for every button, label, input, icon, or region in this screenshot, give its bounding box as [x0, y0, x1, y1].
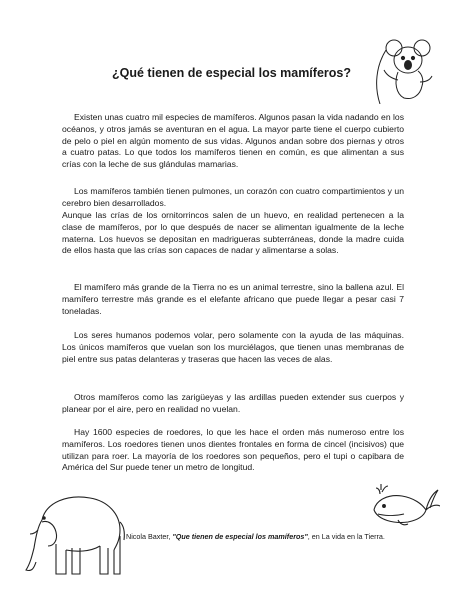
- whale-icon: [368, 480, 440, 528]
- citation-source: , en La vida en la Tierra.: [307, 532, 385, 541]
- page-title: ¿Qué tienen de especial los mamíferos?: [112, 66, 351, 80]
- paragraph-flight: Los seres humanos podemos volar, pero solamente con la ayuda de las máquinas. Los únicos mamíferos que vuelan son los murciélagos, que tienen unas membranas de piel entre sus patas delanteras y traseras que hacen las veces de alas.: [62, 330, 404, 364]
- paragraph-largest: El mamífero más grande de la Tierra no es un animal terrestre, sino la ballena azul. El mamífero terrestre más grande es el elefante africano que puede llegar a pesar casi 7 toneladas.: [62, 282, 404, 316]
- paragraph-gliding: Otros mamíferos como las zarigüeyas y las ardillas pueden extender sus cuerpos y planear por el aire, pero en realidad no vuelan.: [62, 392, 404, 414]
- paragraph-organs: Los mamíferos también tienen pulmones, un corazón con cuatro compartimientos y un cerebro bien desarrollados.: [62, 186, 404, 208]
- paragraph-intro: Existen unas cuatro mil especies de mamíferos. Algunos pasan la vida nadando en los océanos, y otros jamás se aventuran en el agua. La mayor parte tiene el cuerpo cubierto de pelo o piel en algún momento de sus vidas. Algunos andan sobre dos piernas y otros a cuatro patas. Lo que todos los mamíferos tienen en común, es que alimentan a sus crías con la leche de sus glándulas mamarias.: [62, 112, 404, 170]
- citation: [126, 532, 416, 541]
- citation-work: "Que tienen de especial los mamíferos": [172, 532, 308, 541]
- elephant-icon: [20, 486, 128, 578]
- paragraph-rodents: Hay 1600 especies de roedores, lo que les hace el orden más numeroso entre los mamíferos. Los roedores tienen unos dientes frontales en forma de cincel (incisivos) que utilizan para roer. La mayoría de los roedores son pequeños, pero el tupi o capibara de América del Sur puede tener un metro de longitud.: [62, 427, 404, 473]
- citation-author: Nicola Baxter,: [126, 532, 173, 541]
- paragraph-platypus: Aunque las crías de los ornitorrincos salen de un huevo, en realidad pertenecen a la clase de mamíferos, por lo que después de nacer se alimentan igualmente de la leche materna. Los huevos se depositan en madrigueras subterráneas, donde la madre cuida de ellos hasta que las crías son capaces de nadar y alimentarse a solas.: [62, 210, 404, 256]
